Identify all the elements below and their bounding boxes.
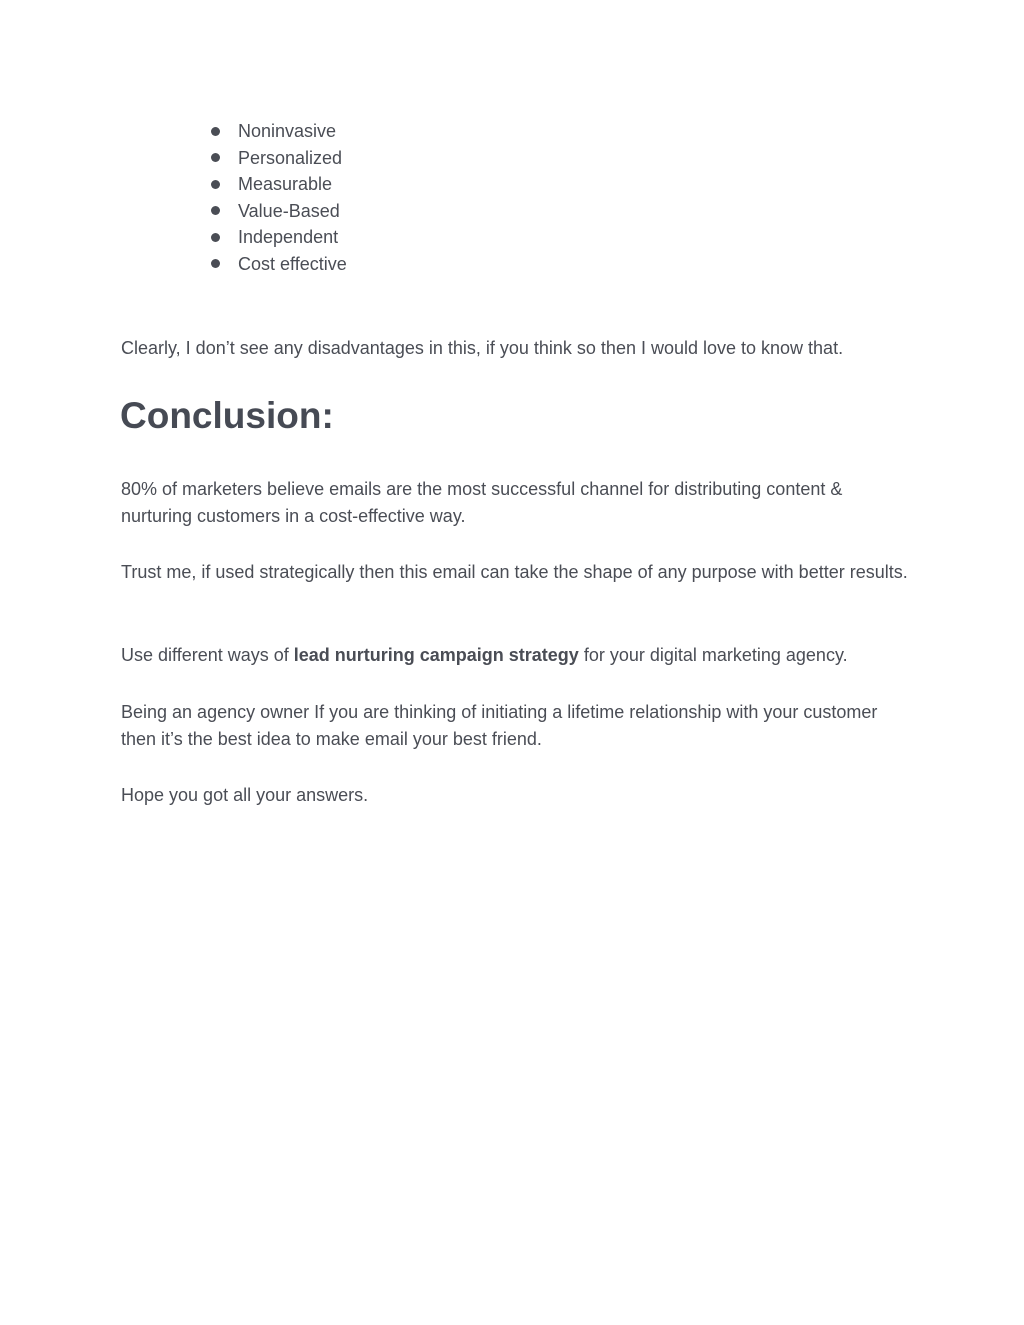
bold-phrase: lead nurturing campaign strategy [293,645,579,665]
list-item [208,171,347,198]
bullet-icon [211,233,220,242]
list-item [208,251,347,278]
bullet-icon [211,180,220,189]
intro-paragraph: Clearly, I don’t see any disadvantages in this, if you think so then I would love to know that. [121,338,844,358]
list-item [208,198,347,225]
paragraph-text: for your digital marketing agency. [578,645,848,665]
list-item [208,145,347,172]
feature-bullet-list [208,118,347,277]
list-item-label: Noninvasive [238,121,337,141]
conclusion-paragraph-4: Being an agency owner If you are thinking of initiating a lifetime relationship with your customer then it’s the best idea to make email your best friend. [121,702,878,749]
bullet-icon [211,259,220,268]
conclusion-paragraph-3 [121,642,911,669]
list-item-label: Cost effective [238,253,347,274]
list-item-label: Value-Based [238,200,340,221]
list-item-label: Personalized [238,147,343,168]
list-item-label: Measurable [238,174,333,194]
bullet-icon [211,206,220,215]
conclusion-paragraph-5: Hope you got all your answers. [121,785,369,805]
conclusion-paragraph-2: Trust me, if used strategically then this email can take the shape of any purpose with better results. [121,562,908,582]
conclusion-heading: Conclusion: [120,395,334,436]
paragraph-text: Use different ways of [121,645,294,665]
list-item-label: Independent [238,227,339,247]
list-item [208,118,347,145]
bullet-icon [211,127,220,136]
bullet-icon [211,153,220,162]
list-item [208,224,347,251]
conclusion-paragraph-1: 80% of marketers believe emails are the most successful channel for distributing content & nurturing customers in a cost-effective way. [121,479,843,526]
